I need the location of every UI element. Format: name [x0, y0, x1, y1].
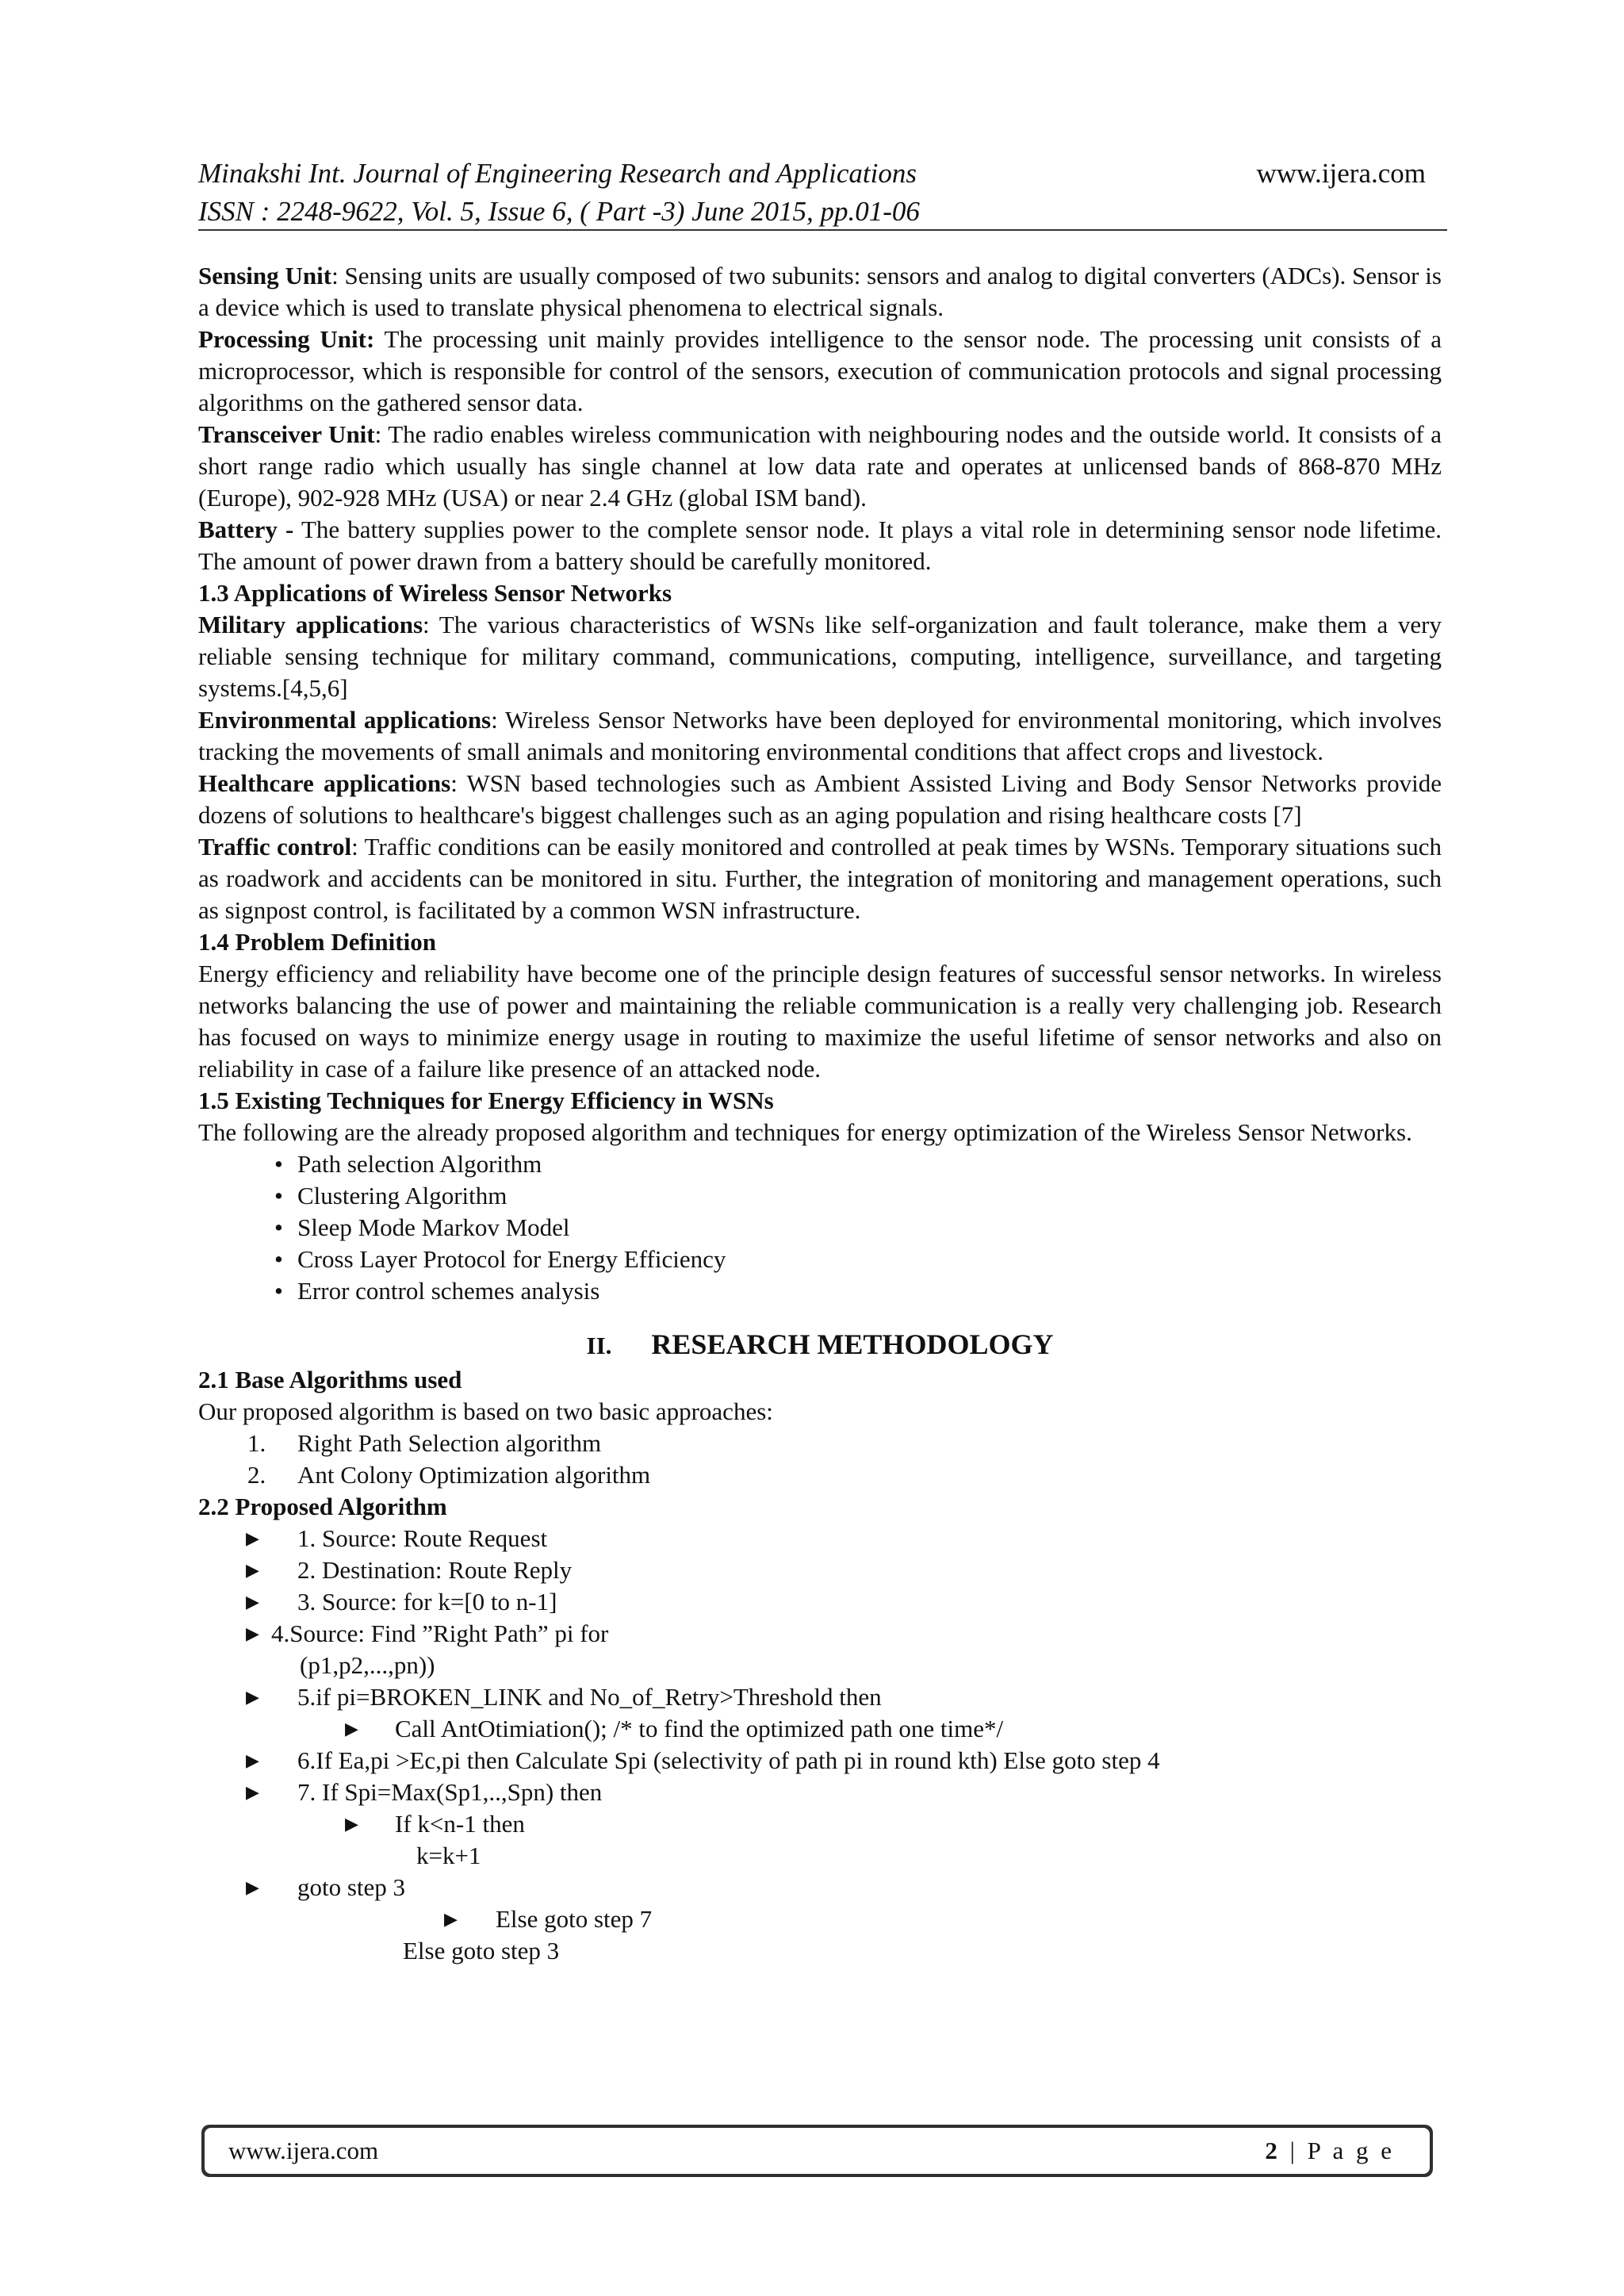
list-item: • Path selection Algorithm — [198, 1148, 1442, 1180]
traffic-paragraph — [198, 831, 1442, 926]
problem-paragraph: Energy efficiency and reliability have become one of the principle design features of successful sensor networks. In wireless networks balancing the use of power and maintaining the reliable communication is a really very challenging job. Research has focused on ways to minimize energy usage in routing to maximize the useful lifetime of sensor networks and also on reliability in case of a failure like presence of an attacked node. — [198, 960, 1442, 1083]
healthcare-text: : WSN based technologies such as Ambient Assisted Living and Body Sensor Networks provide dozens of solutions to healthcare's biggest challenges such as an aging population and rising healthcare costs [7] — [198, 769, 1442, 829]
page-footer — [201, 2125, 1433, 2177]
sensing-unit-label: Sensing Unit — [198, 262, 332, 289]
base-algorithms-list — [198, 1428, 1442, 1491]
list-item — [198, 1459, 1442, 1491]
sensing-unit-text: : Sensing units are usually composed of two subunits: sensors and analog to digital converters (ADCs). Sensor is a device which is used to translate physical phenomena to electrical signals. — [198, 262, 1442, 321]
traffic-text: : Traffic conditions can be easily monitored and controlled at peak times by WSNs. Temporary situations such as roadwork and accidents can be monitored in situ. Further, the integration of monitoring and management operations, such as signpost control, is facilitated by a common WSN infrastructure. — [198, 833, 1442, 924]
footer-url[interactable]: www.ijera.com — [228, 2137, 379, 2164]
algorithm-step — [198, 1777, 1442, 1808]
list-item — [198, 1428, 1442, 1459]
list-item: • Error control schemes analysis — [198, 1275, 1442, 1307]
algorithm-step-text: k=k+1 — [416, 1842, 481, 1869]
traffic-label: Traffic control — [198, 833, 352, 861]
existing-techniques-paragraph: The following are the already proposed algorithm and techniques for energy optimization of the Wireless Sensor Networks. — [198, 1118, 1412, 1146]
article-body — [198, 260, 1442, 1967]
algorithm-step-text: (p1,p2,...,pn)) — [300, 1651, 435, 1679]
section-2-title: RESEARCH METHODOLOGY — [651, 1328, 1054, 1360]
header-url[interactable]: www.ijera.com — [1256, 158, 1426, 189]
list-item-number: 2. — [247, 1461, 266, 1489]
algorithm-step-text: Call AntOtimiation(); /* to find the optimized path one time*/ — [395, 1715, 1004, 1742]
algorithm-step-text: 2. Destination: Route Reply — [297, 1556, 573, 1584]
arrow-bullet-icon: ▶ — [246, 1877, 259, 1897]
arrow-bullet-icon: ▶ — [444, 1909, 458, 1929]
algorithm-step — [198, 1681, 1442, 1713]
battery-text: The battery supplies power to the complete sensor node. It plays a vital role in determining sensor node lifetime. The amount of power drawn from a battery should be carefully monitored. — [198, 516, 1442, 575]
arrow-bullet-icon: ▶ — [246, 1782, 259, 1802]
processing-unit-label: Processing Unit: — [198, 325, 375, 353]
algorithm-step — [198, 1523, 1442, 1554]
algorithm-step-text: 4.Source: Find ”Right Path” pi for — [271, 1619, 609, 1647]
page-number-value: 2 — [1265, 2137, 1281, 2164]
section-2-1-heading: 2.1 Base Algorithms used — [198, 1366, 462, 1393]
algorithm-step-text: Else goto step 3 — [403, 1937, 560, 1964]
list-item-number: 1. — [247, 1429, 266, 1457]
footer-box — [205, 2128, 1430, 2174]
journal-title: Minakshi Int. Journal of Engineering Research and Applications — [198, 158, 917, 189]
algorithm-step — [198, 1745, 1442, 1777]
algorithm-step-text: 7. If Spi=Max(Sp1,..,Spn) then — [297, 1778, 603, 1806]
battery-paragraph — [198, 514, 1442, 577]
algorithm-step-text: 5.if pi=BROKEN_LINK and No_of_Retry>Threshold then — [297, 1683, 882, 1711]
military-paragraph — [198, 609, 1442, 704]
transceiver-unit-label: Transceiver Unit — [198, 420, 375, 448]
arrow-bullet-icon: ▶ — [345, 1719, 358, 1738]
processing-unit-paragraph — [198, 324, 1442, 419]
algorithm-substep — [198, 1903, 1442, 1935]
environmental-label: Environmental applications — [198, 706, 492, 734]
algorithm-step-text: 6.If Ea,pi >Ec,pi then Calculate Spi (selectivity of path pi in round kth) Else goto step 4 — [297, 1746, 1160, 1774]
arrow-bullet-icon: ▶ — [246, 1687, 259, 1707]
algorithm-step-text: 3. Source: for k=[0 to n-1] — [297, 1588, 557, 1616]
algorithm-step-continued — [198, 1650, 1442, 1681]
military-label: Military applications — [198, 611, 423, 638]
environmental-paragraph — [198, 704, 1442, 768]
algorithm-step — [198, 1586, 1442, 1618]
algorithm-step — [198, 1554, 1442, 1586]
healthcare-label: Healthcare applications — [198, 769, 451, 797]
list-item: • Clustering Algorithm — [198, 1180, 1442, 1212]
algorithm-step — [198, 1872, 1442, 1903]
techniques-list — [198, 1148, 1442, 1307]
healthcare-paragraph — [198, 768, 1442, 831]
section-2-heading — [198, 1326, 1442, 1364]
section-1-5-heading: 1.5 Existing Techniques for Energy Efficiency in WSNs — [198, 1087, 774, 1114]
arrow-bullet-icon: ▶ — [246, 1750, 259, 1770]
algorithm-step-text: goto step 3 — [297, 1873, 406, 1901]
section-2-number: II. — [586, 1332, 612, 1359]
proposed-algorithm — [198, 1523, 1442, 1967]
arrow-bullet-icon: ▶ — [246, 1623, 259, 1643]
header-rule — [198, 229, 1447, 231]
algorithm-substep — [198, 1713, 1442, 1745]
transceiver-unit-text: : The radio enables wireless communication with neighbouring nodes and the outside world. It consists of a short range radio which usually has single channel at low data rate and operates at unlicensed bands of 868-870 MHz (Europe), 902-928 MHz (USA) or near 2.4 GHz (global ISM band). — [198, 420, 1442, 512]
processing-unit-text: The processing unit mainly provides intelligence to the sensor node. The processing unit consists of a microprocessor, which is responsible for control of the sensors, execution of communication protocols and signal processing algorithms on the gathered sensor data. — [198, 325, 1442, 416]
algorithm-substep-continued — [198, 1840, 1442, 1872]
battery-label: Battery - — [198, 516, 294, 543]
list-item-text: Ant Colony Optimization algorithm — [297, 1461, 651, 1489]
section-1-4-heading: 1.4 Problem Definition — [198, 928, 436, 956]
algorithm-step-text: If k<n-1 then — [395, 1810, 525, 1838]
arrow-bullet-icon: ▶ — [246, 1528, 259, 1548]
transceiver-unit-paragraph — [198, 419, 1442, 514]
military-text: : The various characteristics of WSNs like self-organization and fault tolerance, make them a very reliable sensing technique for military command, communications, computing, intelligence, surveillance, and targeting systems.[4,5,6] — [198, 611, 1442, 702]
algorithm-substep-continued — [198, 1935, 1442, 1967]
algorithm-step-text: Else goto step 7 — [496, 1905, 653, 1933]
issn-line: ISSN : 2248-9622, Vol. 5, Issue 6, ( Part -3) June 2015, pp.01-06 — [198, 196, 920, 227]
base-algorithms-intro: Our proposed algorithm is based on two basic approaches: — [198, 1397, 773, 1425]
sensing-unit-paragraph — [198, 260, 1442, 324]
page-number — [1265, 2128, 1395, 2174]
environmental-text: : Wireless Sensor Networks have been deployed for environmental monitoring, which involves tracking the movements of small animals and monitoring environmental conditions that affect crops and livestock. — [198, 706, 1442, 765]
section-1-3-heading: 1.3 Applications of Wireless Sensor Networks — [198, 579, 672, 607]
algorithm-step — [198, 1618, 1442, 1650]
algorithm-substep — [198, 1808, 1442, 1840]
arrow-bullet-icon: ▶ — [345, 1814, 358, 1834]
arrow-bullet-icon: ▶ — [246, 1592, 259, 1612]
arrow-bullet-icon: ▶ — [246, 1560, 259, 1580]
page-label: | P a g e — [1280, 2137, 1395, 2164]
list-item: • Sleep Mode Markov Model — [198, 1212, 1442, 1244]
section-2-2-heading: 2.2 Proposed Algorithm — [198, 1493, 447, 1520]
list-item-text: Right Path Selection algorithm — [297, 1429, 602, 1457]
list-item: • Cross Layer Protocol for Energy Efficiency — [198, 1244, 1442, 1275]
algorithm-step-text: 1. Source: Route Request — [297, 1524, 548, 1552]
